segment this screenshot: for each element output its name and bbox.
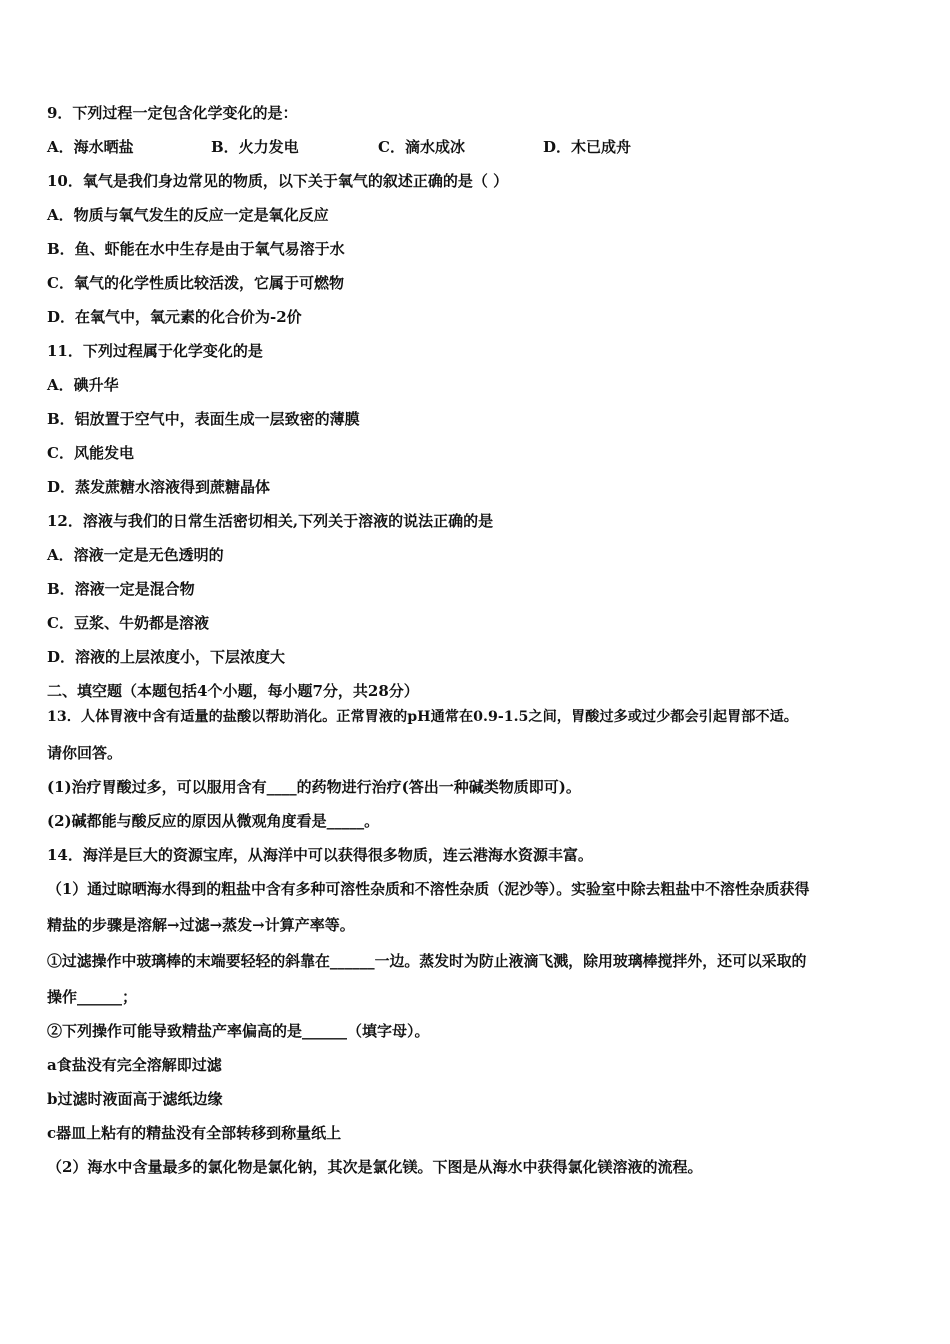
q9-option-a: A．海水晒盐 [47,138,134,156]
q13-stem-line2: 请你回答。 [47,744,123,762]
q14-subq1-line2: 操作______； [47,988,138,1006]
q10-option-a: A．物质与氧气发生的反应一定是氧化反应 [47,206,329,224]
q10-option-c: C．氧气的化学性质比较活泼，它属于可燃物 [47,274,344,292]
q14-choice-a: a食盐没有完全溶解即过滤 [47,1056,222,1074]
q10-option-d: D．在氧气中，氧元素的化合价为-2价 [47,308,302,326]
q9-option-d: D．木已成舟 [543,138,632,156]
q11-option-a: A．碘升华 [47,376,119,394]
q11-option-c: C．风能发电 [47,444,134,462]
q14-subq1-line1: ①过滤操作中玻璃棒的末端要轻轻的斜靠在______一边。蒸发时为防止液滴飞溅，除用玻璃棒搅拌外，还可以采取的 [47,952,807,970]
q9-stem: 9．下列过程一定包含化学变化的是： [47,104,298,122]
q14-part1-line1: （1）通过晾晒海水得到的粗盐中含有多种可溶性杂质和不溶性杂质（泥沙等）。实验室中除去粗盐中不溶性杂质获得 [47,880,810,898]
q12-option-c: C．豆浆、牛奶都是溶液 [47,614,209,632]
q14-choice-b: b过滤时液面高于滤纸边缘 [47,1090,223,1108]
q13-part2: (2)碱都能与酸反应的原因从微观角度看是_____。 [47,812,380,830]
q11-option-d: D．蒸发蔗糖水溶液得到蔗糖晶体 [47,478,271,496]
q12-option-d: D．溶液的上层浓度小，下层浓度大 [47,648,286,666]
q11-stem: 11．下列过程属于化学变化的是 [47,342,263,360]
q12-stem: 12．溶液与我们的日常生活密切相关,下列关于溶液的说法正确的是 [47,512,494,530]
q10-stem: 10．氧气是我们身边常见的物质，以下关于氧气的叙述正确的是（ ） [47,172,509,190]
q13-part1: (1)治疗胃酸过多，可以服用含有____的药物进行治疗(答出一种碱类物质即可)。 [47,778,581,796]
q14-part2: （2）海水中含量最多的氯化物是氯化钠，其次是氯化镁。下图是从海水中获得氯化镁溶液的流程。 [47,1158,703,1176]
q11-option-b: B．铝放置于空气中，表面生成一层致密的薄膜 [47,410,360,428]
q14-part1-line2: 精盐的步骤是溶解→过滤→蒸发→计算产率等。 [47,916,355,934]
q9-option-b: B．火力发电 [211,138,299,156]
q14-stem: 14．海洋是巨大的资源宝库，从海洋中可以获得很多物质，连云港海水资源丰富。 [47,846,593,864]
q14-choice-c: c器皿上粘有的精盐没有全部转移到称量纸上 [47,1124,342,1142]
q14-subq2: ②下列操作可能导致精盐产率偏高的是______（填字母）。 [47,1022,430,1040]
q12-option-a: A．溶液一定是无色透明的 [47,546,224,564]
q12-option-b: B．溶液一定是混合物 [47,580,195,598]
q13-stem-line1: 13．人体胃液中含有适量的盐酸以帮助消化。正常胃液的pH通常在0.9-1.5之间，胃酸过多或过少都会引起胃部不适。 [47,709,798,725]
section-heading: 二、填空题（本题包括4个小题，每小题7分，共28分） [47,682,419,700]
q9-option-c: C．滴水成冰 [378,138,465,156]
q10-option-b: B．鱼、虾能在水中生存是由于氧气易溶于水 [47,240,345,258]
